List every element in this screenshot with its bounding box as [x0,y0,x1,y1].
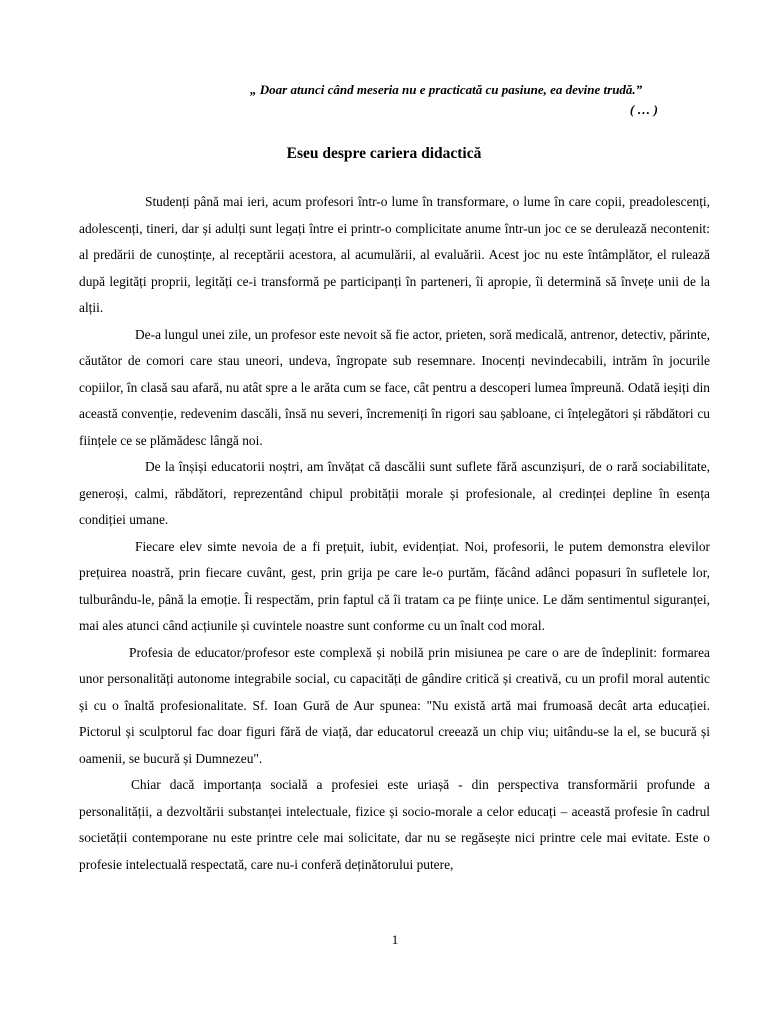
paragraph: Studenți până mai ieri, acum profesori într-o lume în transformare, o lume în care copii, preadolescenți, adolescenți, tineri, dar și adulți sunt legați între ei printr-o complicitate anume într-un joc ce se derulează necontenit: al predării de cunoștințe, al receptării acestora, al acumulării, al evaluării. Acest joc nu este întâmplător, el rulează după legități proprii, legități ce-i transformă pe participanți în parteneri, îi apropie, îi determină să învețe unii de la alții. [79,194,710,315]
paragraph: De la înșiși educatorii noștri, am învățat că dascălii sunt suflete fără ascunzișuri, de o rară sociabilitate, generoși, calmi, răbdători, reprezentând chipul probității morale și profesionale, al credinței depline în esența condiției umane. [79,459,710,527]
motto [250,80,680,120]
motto-source: ( … ) [629,102,658,117]
paragraph: Profesia de educator/profesor este complexă și nobilă prin misiunea pe care o are de îndeplinit: formarea unor personalități autonome integrabile social, cu capacități de gândire critică și creativă, cu un profil moral autentic și cu o înaltă profesionalitate. Sf. Ioan Gură de Aur spunea: "Nu există artă mai frumoasă decât arta educației. Pictorul și sculptorul fac doar figuri fără de viață, dar educatorul creează un chip viu; uitându-se la el, se bucură și oamenii, se bucură și Dumnezeu". [79,644,710,766]
paragraph: De-a lungul unei zile, un profesor este nevoit să fie actor, prieten, soră medicală, antrenor, detectiv, părinte, căutător de comori care stau uneori, undeva, îngropate sub resemnare. Inocenți nevindecabili, intrăm în jocurile copiilor, în clasă sau afară, nu atât spre a le arăta cum se face, cât pentru a descoperi lumea împreună. Odată ieșiți din această convenție, redevenim dascăli, însă nu severi, încremeniți în rigori sau șabloane, ci înțelegători și răbdători cu ființele ce se plămădesc lângă noi. [79,326,710,448]
paragraph: Chiar dacă importanța socială a profesiei este uriașă - din perspectiva transformării profunde a personalității, a dezvoltării substanței intelectuale, fizice și socio-morale a celor educați – această profesie în cadrul societății contemporane nu este printre cele mai solicitate, dar nu se regăsește nici printre cele mai evitate. Este o profesie intelectuală respectată, care nu-i conferă deținătorului putere, [79,777,710,872]
page-number: 1 [391,932,399,947]
page-title: Eseu despre cariera didactică [286,145,482,162]
essay-body [79,189,710,878]
motto-quote: „ Doar atunci când meseria nu e practicată cu pasiune, ea devine trudă.” [250,82,643,97]
paragraph: Fiecare elev simte nevoia de a fi prețuit, iubit, evidențiat. Noi, profesorii, le putem demonstra elevilor prețuirea noastră, prin fiecare cuvânt, gest, prin grija pe care le-o purtăm, făcând adânci popasuri în sufletele lor, tulburându-le, până la emoție. Îi respectăm, prin faptul că îi tratam ca pe ființe unice. Le dăm sentimentul siguranței, mai ales atunci când acțiunile și cuvintele noastre sunt conforme cu un înalt cod moral. [79,538,710,633]
